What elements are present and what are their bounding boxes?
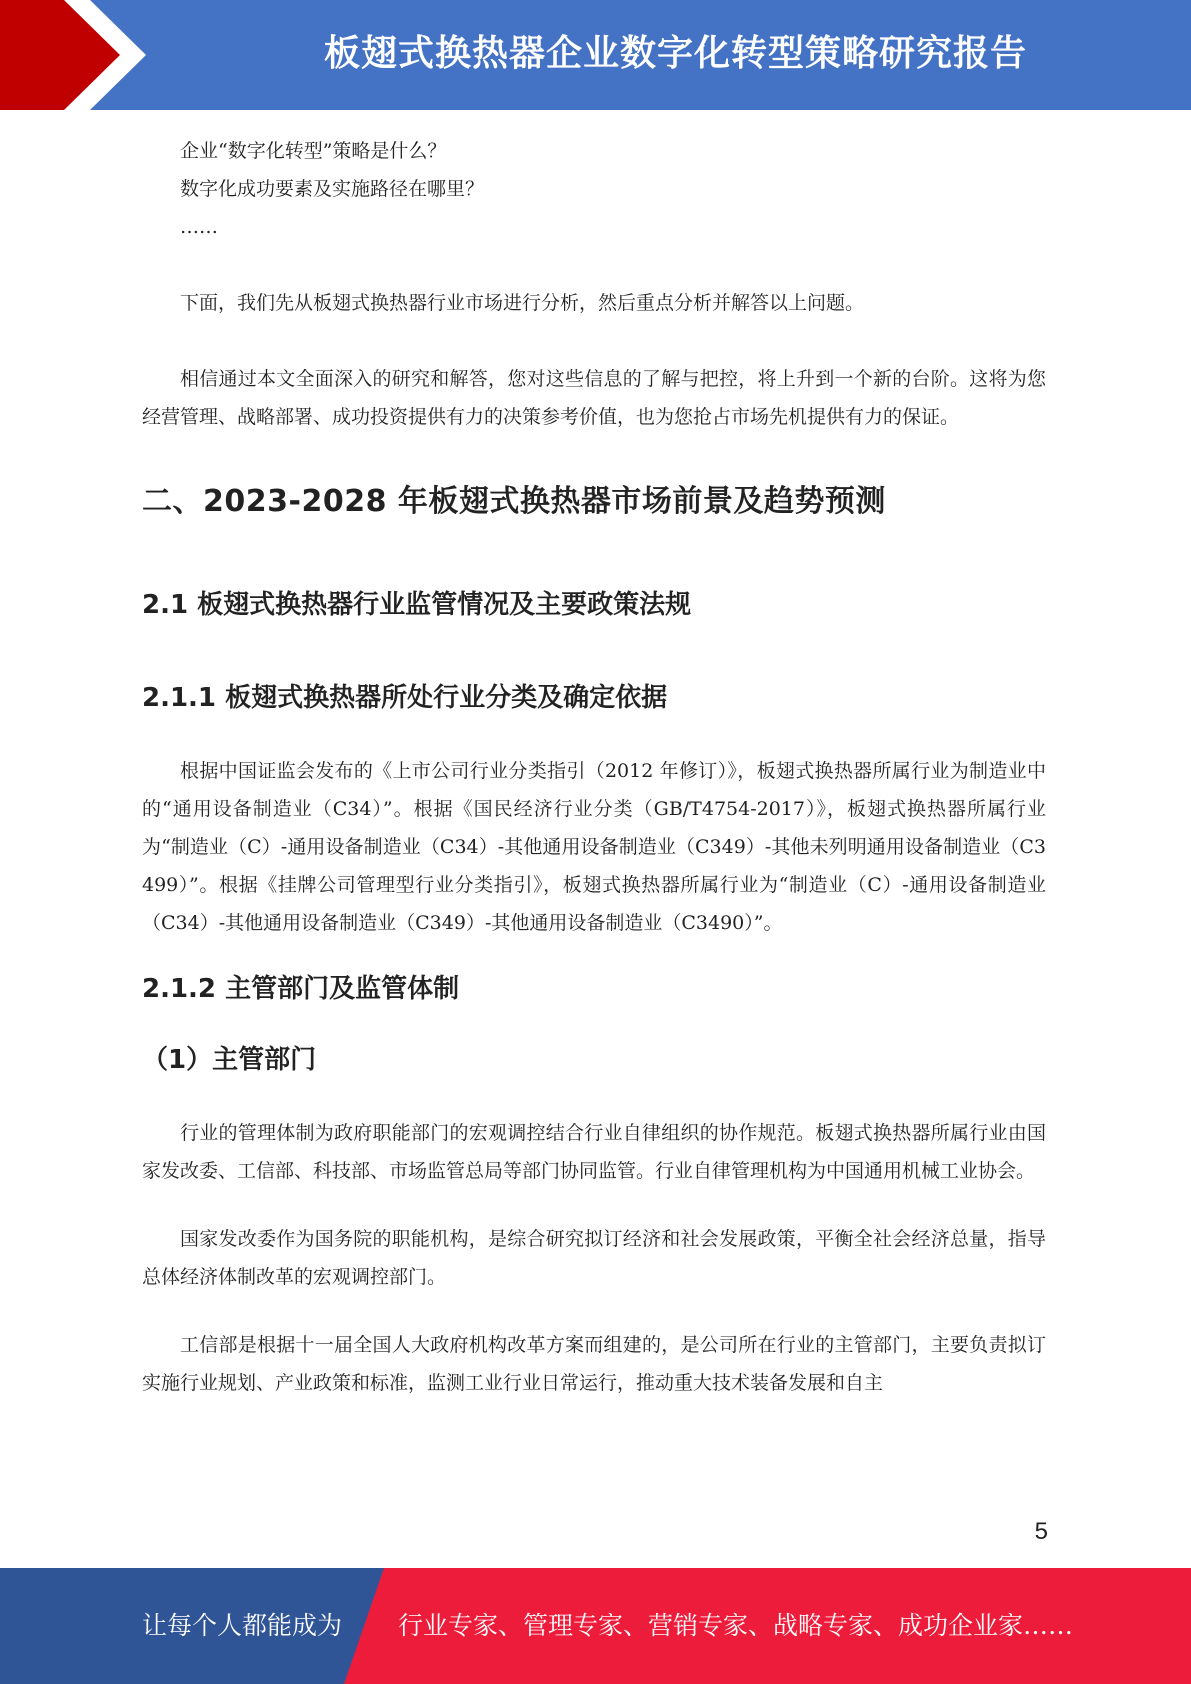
footer-slogan-right: 行业专家、管理专家、营销专家、战略专家、成功企业家…… [398,1611,1074,1640]
question-2: 数字化成功要素及实施路径在哪里？ [180,178,485,200]
document-title: 板翅式换热器企业数字化转型策略研究报告 [323,33,1027,74]
miit-paragraph: 工信部是根据十一届全国人大政府机构改革方案而组建的，是公司所在行业的主管部门，主要负责拟订实施行业规划、产业政策和标准，监测工业行业日常运行，推动重大技术装备发展和自主 [142,1334,1046,1394]
question-1: 企业“数字化转型”策略是什么？ [180,140,447,162]
subsection-2-1-1-title: 2.1.1 板翅式换热器所处行业分类及确定依据 [142,683,668,713]
section-title: 二、2023-2028 年板翅式换热器市场前景及趋势预测 [142,484,886,519]
authority-heading: （1）主管部门 [142,1045,317,1075]
subsection-2-1-2-title: 2.1.2 主管部门及监管体制 [142,974,460,1004]
header-arrow-icon [0,0,160,110]
page-number: 5 [1034,1518,1048,1545]
page-footer [0,1568,1191,1684]
ndrc-paragraph: 国家发改委作为国务院的职能机构，是综合研究拟订经济和社会发展政策，平衡全社会经济总量，指导总体经济体制改革的宏观调控部门。 [142,1228,1046,1288]
page-header [0,0,1191,110]
classification-paragraph: 根据中国证监会发布的《上市公司行业分类指引（2012 年修订）》，板翅式换热器所属行业为制造业中的“通用设备制造业（C34）”。根据《国民经济行业分类（GB/T4754-2017）》，板翅式换热器所属行业为“制造业（C）-通用设备制造业（C34）-其他通用设备制造业（C349）-其他未列明通用设备制造业（C3499）”。根据《挂牌公司管理型行业分类指引》，板翅式换热器所属行业为“制造业（C）-通用设备制造业（C34）-其他通用设备制造业（C349）-其他通用设备制造业（C3490）”。 [142,760,1046,934]
question-ellipsis: …… [180,216,218,238]
intro-paragraph-2: 相信通过本文全面深入的研究和解答，您对这些信息的了解与把控，将上升到一个新的台阶。这将为您经营管理、战略部署、成功投资提供有力的决策参考价值，也为您抢占市场先机提供有力的保证。 [142,368,1046,428]
page-content [142,132,1046,1402]
footer-slogan-left: 让每个人都能成为 [142,1611,343,1640]
management-paragraph: 行业的管理体制为政府职能部门的宏观调控结合行业自律组织的协作规范。板翅式换热器所属行业由国家发改委、工信部、科技部、市场监管总局等部门协同监管。行业自律管理机构为中国通用机械工业协会。 [142,1122,1046,1182]
subsection-2-1-title: 2.1 板翅式换热器行业监管情况及主要政策法规 [142,590,692,620]
intro-paragraph-1: 下面，我们先从板翅式换热器行业市场进行分析，然后重点分析并解答以上问题。 [180,292,865,314]
